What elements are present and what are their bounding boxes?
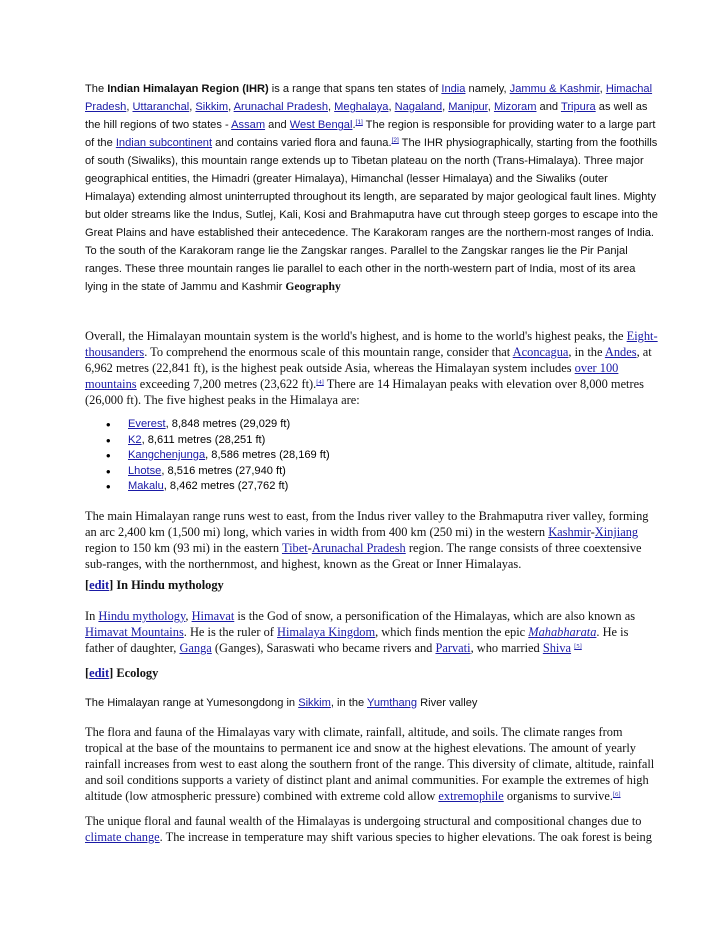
hindu-paragraph: In Hindu mythology, Himavat is the God of snow, a personification of the Himalayas, which are also known as Himavat Mountains. He is the ruler of Himalaya Kingdom, which finds mention the epic Mahabharata. He is father of daughter, Ganga (Ganges), Saraswati who became rivers and Parvati, who married Shiva [5] [85, 609, 636, 655]
link-himavat[interactable]: Himavat [191, 609, 235, 623]
geography-heading: Geography [285, 280, 341, 293]
edit-link-hindu[interactable]: edit [89, 578, 110, 592]
link-manipur[interactable]: Manipur [448, 101, 488, 113]
reference-link-4[interactable]: [4] [316, 379, 324, 386]
link-meghalaya[interactable]: Meghalaya [334, 101, 389, 113]
image-caption: The Himalayan range at Yumesongdong in Sikkim, in the Yumthang River valley [85, 697, 478, 709]
link-k2[interactable]: K2 [128, 433, 142, 446]
reference-link-2[interactable]: [2] [391, 137, 399, 144]
hindu-mythology-heading: [edit] In Hindu mythology [85, 578, 224, 592]
link-kangchenjunga[interactable]: Kangchenjunga [128, 449, 206, 461]
link-xinjiang[interactable]: Xinjiang [594, 525, 639, 539]
ecology-heading: [edit] Ecology [85, 666, 159, 680]
link-himalaya-kingdom[interactable]: Himalaya Kingdom [277, 625, 376, 639]
link-himachal-pradesh[interactable]: Himachal Pradesh [85, 83, 653, 113]
link-uttaranchal[interactable]: Uttaranchal [132, 101, 190, 113]
link-over-100-mountains[interactable]: over 100 mountains [85, 361, 619, 391]
range-paragraph: The main Himalayan range runs west to east, from the Indus river valley to the Brahmaputra river valley, forming an arc 2,400 km (1,500 mi) long, which varies in width from 400 km (250 mi) in the western Kashmir-Xinjiang region to 150 km (93 mi) in the eastern Tibet-Arunachal Pradesh region. The range consists of three coextensive sub-ranges, with the northernmost, and highest, known as the Great or Inner Himalayas. [85, 509, 649, 571]
link-sikkim-2[interactable]: Sikkim [298, 697, 331, 709]
link-extremophile[interactable]: extremophile [438, 789, 504, 803]
link-mizoram[interactable]: Mizoram [493, 101, 537, 113]
flora-paragraph: The flora and fauna of the Himalayas vary with climate, rainfall, altitude, and soils. The climate ranges from tropical at the base of the mountains to permanent ice and snow at the highest elevations. The amount of yearly rainfall increases from west to east along the southern front of the range. This diversity of climate, altitude, rainfall and soil conditions supports a variety of distinct plant and animal communities. For example the extremes of high altitude (low atmospheric pressure) combined with extreme cold allow extremophile organisms to survive.[6] [85, 725, 655, 803]
link-shiva[interactable]: Shiva [542, 641, 572, 655]
ihr-term: Indian Himalayan Region (IHR) [107, 83, 269, 95]
link-makalu[interactable]: Makalu [128, 480, 164, 492]
link-mahabharata[interactable]: Mahabharata [528, 625, 597, 639]
link-climate-change[interactable]: climate change [85, 830, 160, 844]
reference-link-1[interactable]: [1] [355, 119, 363, 126]
list-item: • Everest, 8,848 metres (29,029 ft) [85, 417, 660, 433]
link-parvati[interactable]: Parvati [435, 641, 471, 655]
link-eight-thousanders[interactable]: Eight-thousanders [85, 329, 658, 359]
link-ganga[interactable]: Ganga [179, 641, 212, 655]
intro-paragraph: The Indian Himalayan Region (IHR) is a range that spans ten states of India namely, Jammu & Kashmir, Himachal Pradesh, Uttaranchal, Sikkim, Arunachal Pradesh, Meghalaya, Nagaland, Manipur, Mizoram and Tripura as well as the hill regions of two states - Assam and West Bengal.[1] The region is responsible for providing water to a large part of the Indian subcontinent and contains varied flora and fauna.[2] The IHR physiographically, starting from the foothills of south (Siwaliks), this mountain range extends up to Tibetan plateau on the north (Trans-Himalaya). Three major geographical entities, the Himadri (greater Himalaya), Himanchal (lesser Himalaya) and the Siwaliks (outer Himalaya) extending almost uninterrupted throughout its length, are separated by major geological fault lines. Mighty but older streams like the Indus, Sutlej, Kali, Kosi and Brahmaputra have cut through steep gorges to escape into the Great Plains and have established their antecedence. The Karakoram ranges are the northern-most ranges of India. To the south of the Karakoram range lie the Zangskar ranges. Parallel to the Zangskar ranges lie the Pir Panjal ranges. These three mountain ranges lie parallel to each other in the north-western part of India, most of its area lying in the state of Jammu and Kashmir Geography [85, 83, 658, 293]
reference-link-6[interactable]: [6] [612, 791, 621, 798]
link-himavat-mountains[interactable]: Himavat Mountains [85, 625, 184, 639]
link-sikkim[interactable]: Sikkim [195, 101, 229, 113]
link-west-bengal[interactable]: West Bengal [289, 119, 353, 131]
edit-link-ecology[interactable]: edit [89, 666, 110, 680]
list-item: • Lhotse, 8,516 metres (27,940 ft) [85, 464, 660, 480]
link-andes[interactable]: Andes [604, 345, 637, 359]
reference-link-5[interactable]: [5] [574, 643, 582, 650]
link-yumthang[interactable]: Yumthang [367, 697, 418, 709]
unique-paragraph: The unique floral and faunal wealth of the Himalayas is undergoing structural and compositional changes due to climate change. The increase in temperature may shift various species to higher elevations. The oak forest is being [85, 814, 652, 844]
link-everest[interactable]: Everest [128, 418, 166, 430]
link-indian-subcontinent[interactable]: Indian subcontinent [115, 137, 213, 149]
link-tripura[interactable]: Tripura [560, 101, 596, 113]
list-item: • K2, 8,611 metres (28,251 ft) [85, 433, 660, 449]
link-tibet[interactable]: Tibet [281, 541, 308, 555]
link-aconcagua[interactable]: Aconcagua [512, 345, 569, 359]
list-item: • Kangchenjunga, 8,586 metres (28,169 ft) [85, 448, 660, 464]
peaks-list [85, 417, 660, 495]
link-arunachal-pradesh-2[interactable]: Arunachal Pradesh [311, 541, 406, 555]
link-jammu-kashmir[interactable]: Jammu & Kashmir [509, 83, 600, 95]
link-kashmir[interactable]: Kashmir [548, 525, 591, 539]
link-hindu-mythology[interactable]: Hindu mythology [98, 609, 186, 623]
link-assam[interactable]: Assam [231, 119, 266, 131]
overall-paragraph: Overall, the Himalayan mountain system is the world's highest, and is home to the world's highest peaks, the Eight-thousanders. To comprehend the enormous scale of this mountain range, consider that Aconcagua, in the Andes, at 6,962 metres (22,841 ft), is the highest peak outside Asia, whereas the Himalayan system includes over 100 mountains exceeding 7,200 metres (23,622 ft).[4] There are 14 Himalayan peaks with elevation over 8,000 metres (26,000 ft). The five highest peaks in the Himalaya are: [85, 329, 658, 407]
list-item: • Makalu, 8,462 metres (27,762 ft) [85, 479, 660, 495]
link-arunachal-pradesh[interactable]: Arunachal Pradesh [233, 101, 328, 113]
link-lhotse[interactable]: Lhotse [128, 464, 162, 477]
link-india[interactable]: India [441, 83, 466, 95]
link-nagaland[interactable]: Nagaland [394, 101, 443, 113]
